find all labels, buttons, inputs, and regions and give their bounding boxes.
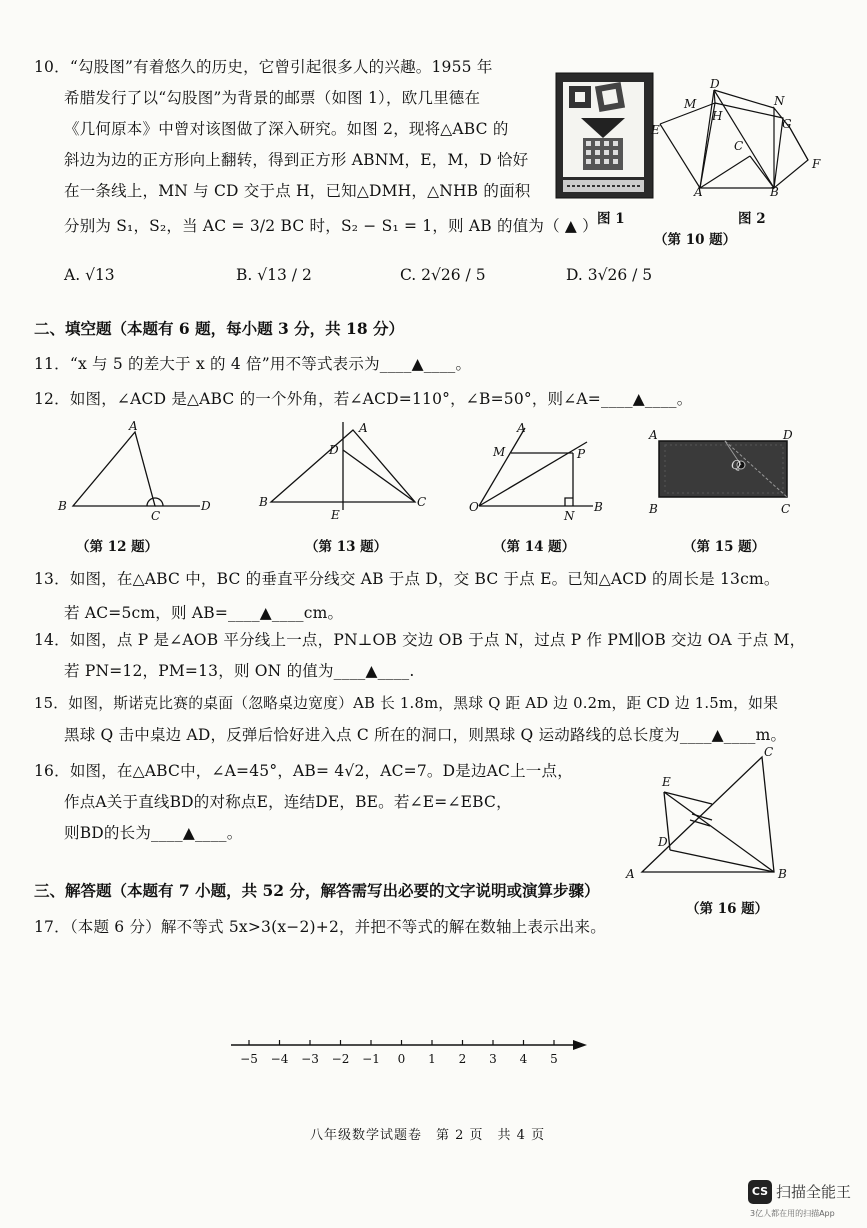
number-line-label: −4: [270, 1052, 289, 1066]
q14-line-1: 14．如图，点 P 是∠AOB 平分线上一点，PN⊥OB 交边 OB 于点 N，过点 P 作 PM∥OB 交边 OA 于点 M，: [34, 631, 806, 649]
fig13-label: （第 13 题）: [305, 539, 388, 555]
fig2-caption: 图 2: [738, 211, 766, 227]
fig12-point-D: D: [201, 499, 211, 513]
fig2-point-A: A: [694, 185, 703, 198]
fig14-point-O: O: [469, 500, 479, 514]
fig14-label: （第 14 题）: [493, 539, 576, 555]
fig12-point-B: B: [58, 499, 67, 513]
fig2-point-C: C: [734, 139, 744, 153]
q15-line-1: 15．如图，斯诺克比赛的桌面（忽略桌边宽度）AB 长 1.8m，黑球 Q 距 AD 边 0.2m，距 CD 边 1.5m，如果: [34, 695, 779, 712]
fig16-point-C: C: [764, 745, 774, 759]
fig14-point-N: N: [564, 509, 575, 523]
watermark-subtitle: 3亿人都在用的扫描App: [750, 1209, 835, 1218]
fig15-label: （第 15 题）: [683, 539, 766, 555]
q10-option-b[interactable]: [236, 266, 312, 284]
fig15-point-D: D: [783, 428, 793, 442]
section-2-heading: 二、填空题（本题有 6 题，每小题 3 分，共 18 分）: [34, 319, 405, 338]
option-value: 2√26 / 5: [421, 266, 486, 284]
q16-line-2: 作点A关于直线BD的对称点E，连结DE，BE。若∠E=∠EBC，: [64, 793, 512, 811]
option-letter: A.: [64, 266, 81, 284]
fig13-point-E: E: [331, 508, 340, 522]
q12-text: 12．如图，∠ACD 是△ABC 的一个外角，若∠ACD=110°，∠B=50°，则∠A=____▲____。: [34, 390, 693, 408]
page-footer: 八年级数学试题卷 第 2 页 共 4 页: [310, 1128, 546, 1143]
fig14-point-P: P: [577, 447, 586, 461]
option-value: 3√26 / 5: [587, 266, 653, 284]
q10-line-2: 希腊发行了以“勾股图”为背景的邮票（如图 1），欧几里德在: [64, 89, 481, 107]
fig2-point-F: F: [812, 157, 821, 171]
option-value: √13: [85, 266, 115, 284]
fig15-point-Q: Q: [731, 458, 741, 472]
q16-line-1: 16．如图，在△ABC中，∠A=45°，AB= 4√2，AC=7。D是边AC上一点，: [34, 762, 573, 780]
fig13-geometry: [255, 420, 435, 525]
number-line: [225, 1035, 595, 1075]
q16-line-3: 则BD的长为____▲____。: [64, 824, 243, 842]
fig16-point-D: D: [658, 835, 668, 849]
fig13-point-A: A: [359, 421, 368, 435]
q10-option-d[interactable]: [566, 266, 652, 284]
fig2-point-D: D: [710, 78, 720, 91]
q13-line-2: 若 AC=5cm，则 AB=____▲____cm。: [64, 604, 344, 622]
fig12-geometry: [55, 420, 220, 520]
fig16-point-A: A: [626, 867, 635, 881]
number-line-label: −1: [362, 1052, 380, 1066]
fig14-point-M: M: [493, 445, 506, 459]
number-line-label: 4: [519, 1052, 528, 1066]
number-line-label: −3: [301, 1052, 319, 1066]
fig2-point-H: H: [712, 109, 723, 123]
number-line-label: −2: [331, 1052, 350, 1066]
q13-line-1: 13．如图，在△ABC 中，BC 的垂直平分线交 AB 于点 D，交 BC 于点 E。已知△ACD 的周长是 13cm。: [34, 570, 780, 588]
option-letter: D.: [566, 266, 583, 284]
fig13-point-D: D: [329, 443, 339, 457]
q10-option-c[interactable]: [400, 266, 486, 284]
fig2-point-M: M: [684, 97, 697, 111]
option-value: √13 / 2: [257, 266, 312, 284]
fig14-point-A: A: [517, 421, 526, 435]
q10-line-1: 10．“勾股图”有着悠久的历史，它曾引起很多人的兴趣。1955 年: [34, 58, 493, 76]
fig1-caption: 图 1: [597, 211, 625, 227]
q10-line-6: 分别为 S₁，S₂，当 AC = 3/2 BC 时，S₂ − S₁ = 1，则 AB 的值为（ ▲ ）: [64, 217, 598, 235]
number-line-label: 3: [489, 1052, 497, 1066]
option-letter: C.: [400, 266, 417, 284]
number-line-label: −5: [240, 1052, 258, 1066]
fig15-point-C: C: [781, 502, 791, 516]
number-line-label: 1: [428, 1052, 436, 1066]
fig2-point-G: G: [782, 117, 792, 131]
option-letter: B.: [236, 266, 253, 284]
watermark-name: 扫描全能王: [776, 1183, 852, 1201]
fig16-point-B: B: [778, 867, 787, 881]
fig14-geometry: [465, 420, 615, 525]
q15-line-2: 黑球 Q 击中桌边 AD，反弹后恰好进入点 C 所在的洞口，则黑球 Q 运动路线的总长度为____▲____m。: [64, 726, 787, 744]
fig12-label: （第 12 题）: [76, 539, 159, 555]
q10-line-5: 在一条线上，MN 与 CD 交于点 H，已知△DMH，△NHB 的面积: [64, 182, 531, 200]
cs-logo-icon: CS: [748, 1180, 772, 1204]
fig2-geometry: [650, 78, 830, 198]
fig15-point-B: B: [649, 502, 658, 516]
fig14-point-B: B: [594, 500, 603, 514]
q10-line-3: 《几何原本》中曾对该图做了深入研究。如图 2，现将△ABC 的: [64, 120, 509, 138]
q10-line-4: 斜边为边的正方形向上翻转，得到正方形 ABNM，E，M，D 恰好: [64, 151, 529, 169]
fig16-label: （第 16 题）: [686, 901, 769, 917]
q17-text: 17．（本题 6 分）解不等式 5x>3(x−2)+2，并把不等式的解在数轴上表示出来。: [34, 918, 606, 936]
number-line-label: 5: [550, 1052, 558, 1066]
fig16-geometry: [622, 742, 797, 892]
fig2-point-N: N: [774, 94, 785, 108]
fig15-geometry: [645, 425, 805, 520]
fig2-point-B: B: [770, 185, 779, 198]
fig12-point-C: C: [151, 509, 161, 520]
fig13-point-C: C: [417, 495, 427, 509]
number-line-label: 0: [397, 1052, 406, 1066]
q11-text: 11．“x 与 5 的差大于 x 的 4 倍”用不等式表示为____▲____。: [34, 355, 472, 373]
fig13-point-B: B: [259, 495, 268, 509]
q10-option-a[interactable]: [64, 266, 115, 284]
fig12-point-A: A: [129, 420, 138, 433]
scanner-watermark: [748, 1177, 856, 1219]
fig16-point-E: E: [662, 775, 671, 789]
q14-line-2: 若 PN=12，PM=13，则 ON 的值为____▲____.: [64, 662, 415, 680]
section-3-heading: 三、解答题（本题有 7 小题，共 52 分，解答需写出必要的文字说明或演算步骤）: [34, 881, 600, 900]
fig2-point-E: E: [651, 123, 660, 137]
fig15-point-A: A: [649, 428, 658, 442]
q10-figure-label: （第 10 题）: [654, 232, 737, 248]
number-line-label: 2: [458, 1052, 467, 1066]
stamp-figure: [555, 72, 655, 200]
